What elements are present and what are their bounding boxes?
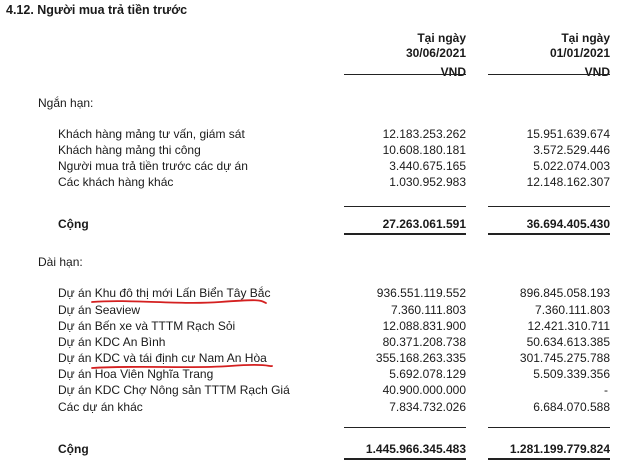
row-value-col2: 5.022.074.003 xyxy=(533,159,610,173)
row-label: Khách hàng mảng tư vấn, giám sát xyxy=(58,127,245,141)
row-value-col1: 5.692.078.129 xyxy=(389,367,466,381)
red-underline-annotation xyxy=(90,296,270,308)
row-value-col1: 3.440.675.165 xyxy=(389,159,466,173)
row-value-col2: 6.684.070.588 xyxy=(533,400,610,414)
row-label: Dự án Bến xe và TTTM Rạch Sỏi xyxy=(58,319,236,333)
row-value-col2: 3.572.529.446 xyxy=(533,143,610,157)
row-label: Các dự án khác xyxy=(58,400,143,414)
row-label: Dự án Khu đô thị mới Lấn Biển Tây Bắc xyxy=(58,286,271,300)
row-label: Dự án KDC Chợ Nông sản TTTM Rạch Giá xyxy=(58,383,290,397)
row-value-col1: 40.900.000.000 xyxy=(382,383,466,397)
row-label: Người mua trả tiền trước các dự án xyxy=(58,159,248,173)
short-term-heading: Ngắn hạn: xyxy=(38,96,94,110)
row-value-col1: 7.360.111.803 xyxy=(391,303,466,317)
column-header-date: 30/06/2021 xyxy=(405,46,466,60)
short-term-total-rule-col1 xyxy=(344,233,466,235)
header-rule-col2 xyxy=(488,74,610,75)
column-header-unit: VND xyxy=(584,65,610,79)
row-value-col2: - xyxy=(604,383,608,397)
row-value-col1: 936.551.119.552 xyxy=(376,286,466,300)
short-term-total-rule-col2 xyxy=(488,233,610,235)
long-term-total-col2: 1.281.199.779.824 xyxy=(509,442,610,456)
long-term-sum-rule-col2 xyxy=(488,427,610,428)
row-label: Các khách hàng khác xyxy=(58,175,174,189)
long-term-heading: Dài hạn: xyxy=(38,255,83,269)
row-label: Dự án Hoa Viên Nghĩa Trang xyxy=(58,367,214,381)
row-label: Dự án KDC và tái định cư Nam An Hòa xyxy=(58,351,267,365)
row-label: Dự án Seaview xyxy=(58,303,141,317)
section-title: 4.12. Người mua trả tiền trước xyxy=(6,3,188,17)
long-term-sum-rule-col1 xyxy=(344,427,466,428)
short-term-sum-rule-col2 xyxy=(488,206,610,207)
long-term-total-label: Cộng xyxy=(58,442,89,456)
row-value-col2: 7.360.111.803 xyxy=(535,303,610,317)
row-value-col1: 7.834.732.026 xyxy=(389,400,466,414)
short-term-total-col2: 36.694.405.430 xyxy=(526,217,610,231)
row-value-col2: 50.634.613.385 xyxy=(526,335,610,349)
long-term-total-rule-col2 xyxy=(488,458,610,460)
row-label: Dự án KDC An Bình xyxy=(58,335,166,349)
row-value-col2: 896.845.058.193 xyxy=(519,286,610,300)
row-value-col1: 80.371.208.738 xyxy=(382,335,466,349)
row-value-col2: 12.421.310.711 xyxy=(527,319,610,333)
long-term-total-col1: 1.445.966.345.483 xyxy=(365,442,466,456)
row-value-col2: 12.148.162.307 xyxy=(526,175,610,189)
column-header-line1: Tại ngày xyxy=(561,31,610,45)
row-value-col1: 12.088.831.900 xyxy=(382,319,466,333)
red-underline-annotation xyxy=(90,361,276,373)
row-value-col1: 10.608.180.181 xyxy=(382,143,466,157)
short-term-total-label: Cộng xyxy=(58,217,89,231)
short-term-sum-rule-col1 xyxy=(344,206,466,207)
row-value-col1: 1.030.952.983 xyxy=(389,175,466,189)
row-value-col1: 12.183.253.262 xyxy=(382,127,466,141)
row-value-col2: 5.509.339.356 xyxy=(533,367,610,381)
column-header-30-06-2021 xyxy=(406,31,466,80)
row-value-col2: 15.951.639.674 xyxy=(526,127,610,141)
long-term-total-rule-col1 xyxy=(344,458,466,460)
row-label: Khách hàng mảng thi công xyxy=(58,143,201,157)
row-value-col2: 301.745.275.788 xyxy=(519,351,610,365)
row-value-col1: 355.168.263.335 xyxy=(375,351,466,365)
header-rule-col1 xyxy=(344,74,466,75)
column-header-date: 01/01/2021 xyxy=(549,46,610,60)
column-header-line1: Tại ngày xyxy=(417,31,466,45)
short-term-total-col1: 27.263.061.591 xyxy=(382,217,466,231)
column-header-unit: VND xyxy=(440,65,466,79)
column-header-01-01-2021 xyxy=(550,31,610,80)
